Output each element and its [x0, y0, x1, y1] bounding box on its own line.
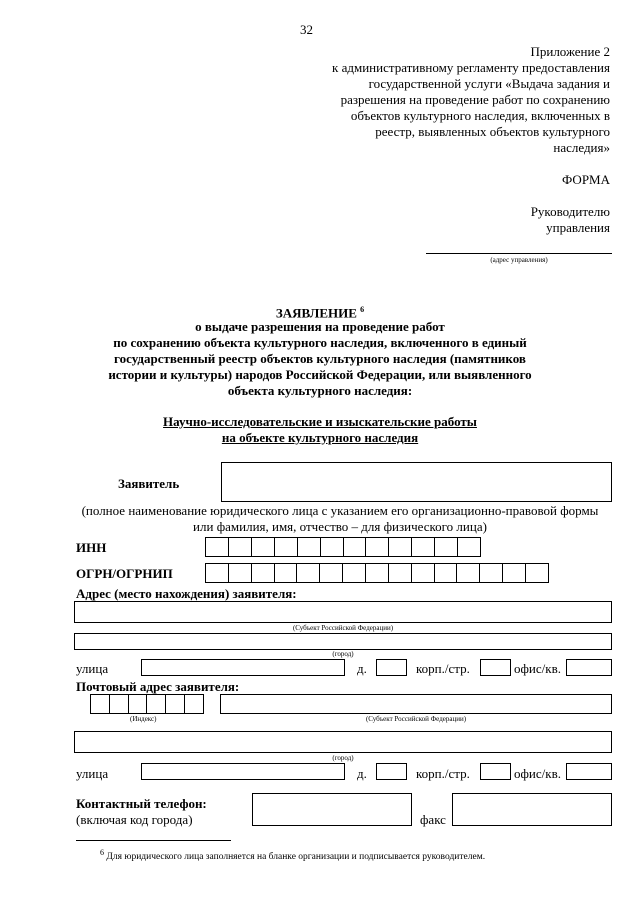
- address-street-label: улица: [76, 661, 109, 676]
- applicant-hint: [60, 503, 620, 535]
- postal-building-label: корп./стр.: [416, 766, 470, 781]
- address-office-field[interactable]: [566, 659, 612, 676]
- recipient-line1: Руководителю: [530, 204, 610, 219]
- address-street-field[interactable]: [141, 659, 345, 676]
- recipient-address-caption: (адрес управления): [490, 256, 548, 264]
- postal-index-caption: (Индекс): [130, 715, 157, 723]
- work-type: [40, 414, 600, 446]
- applicant-label: Заявитель: [118, 476, 180, 491]
- postal-house-label: д.: [357, 766, 367, 781]
- appendix-header: [250, 44, 610, 156]
- footnote-number: 6: [100, 848, 104, 857]
- recipient-line2: управления: [546, 220, 610, 235]
- postal-label: Почтовый адрес заявителя:: [76, 679, 240, 694]
- footnote-text: Для юридического лица заполняется на бланке организации и подписывается руководителем.: [106, 852, 486, 863]
- postal-index-field[interactable]: [90, 694, 204, 714]
- postal-office-field[interactable]: [566, 763, 612, 780]
- appendix-line: разрешения на проведение работ по сохранению: [340, 92, 610, 107]
- applicant-name-field[interactable]: [221, 462, 612, 502]
- postal-city-field[interactable]: [74, 731, 612, 753]
- address-house-field[interactable]: [376, 659, 407, 676]
- postal-house-field[interactable]: [376, 763, 407, 780]
- footnote-separator: [76, 840, 231, 841]
- phone-hint: (включая код города): [76, 812, 193, 827]
- subtitle-line: истории и культуры) народов Российской Федерации, или выявленного: [108, 367, 532, 382]
- address-office-label: офис/кв.: [514, 661, 561, 676]
- fax-field[interactable]: [452, 793, 612, 826]
- postal-street-field[interactable]: [141, 763, 345, 780]
- subtitle-line: объекта культурного наследия:: [227, 383, 413, 398]
- inn-label: ИНН: [76, 540, 107, 555]
- address-city-caption: (город): [332, 650, 354, 658]
- recipient-address-line[interactable]: [426, 253, 612, 254]
- subtitle-line: о выдаче разрешения на проведение работ: [195, 319, 445, 334]
- ogrn-field[interactable]: [205, 563, 549, 583]
- applicant-hint-line: (полное наименование юридического лица с указанием его организационно-правовой формы: [81, 503, 599, 518]
- address-house-label: д.: [357, 661, 367, 676]
- appendix-line: объектов культурного наследия, включенных в: [350, 108, 610, 123]
- applicant-hint-line: или фамилия, имя, отчество – для физического лица): [193, 519, 487, 534]
- statement-subtitle: [40, 319, 600, 399]
- postal-building-field[interactable]: [480, 763, 511, 780]
- footnote: [100, 847, 485, 863]
- statement-heading-text: ЗАЯВЛЕНИЕ: [275, 305, 357, 321]
- footnote-mark: 6: [360, 305, 365, 314]
- forma-label: ФОРМА: [562, 172, 610, 187]
- phone-field[interactable]: [252, 793, 412, 826]
- appendix-line: наследия»: [553, 140, 610, 155]
- inn-field[interactable]: [205, 537, 481, 557]
- address-city-field[interactable]: [74, 633, 612, 650]
- postal-street-label: улица: [76, 766, 109, 781]
- subtitle-line: государственный реестр объектов культурного наследия (памятников: [114, 351, 526, 366]
- address-label: Адрес (место нахождения) заявителя:: [76, 586, 297, 601]
- work-type-line: Научно-исследовательские и изыскательские работы: [163, 414, 477, 429]
- postal-subject-caption: (Субъект Российской Федерации): [365, 715, 467, 723]
- address-building-field[interactable]: [480, 659, 511, 676]
- postal-office-label: офис/кв.: [514, 766, 561, 781]
- address-subject-caption: (Субъект Российской Федерации): [292, 624, 394, 632]
- fax-label: факс: [420, 812, 446, 827]
- page-number: 32: [300, 22, 313, 37]
- postal-city-caption: (город): [332, 754, 354, 762]
- postal-subject-field[interactable]: [220, 694, 612, 714]
- address-subject-field[interactable]: [74, 601, 612, 623]
- appendix-line: государственной услуги «Выдача задания и: [368, 76, 610, 91]
- phone-label: Контактный телефон:: [76, 796, 207, 811]
- appendix-line: Приложение 2: [530, 44, 610, 59]
- subtitle-line: по сохранению объекта культурного наследия, включенного в единый: [113, 335, 527, 350]
- work-type-line: на объекте культурного наследия: [221, 430, 419, 445]
- address-building-label: корп./стр.: [416, 661, 470, 676]
- appendix-line: к административному регламенту предоставления: [332, 60, 610, 75]
- ogrn-label: ОГРН/ОГРНИП: [76, 566, 173, 581]
- appendix-line: реестр, выявленных объектов культурного: [375, 124, 610, 139]
